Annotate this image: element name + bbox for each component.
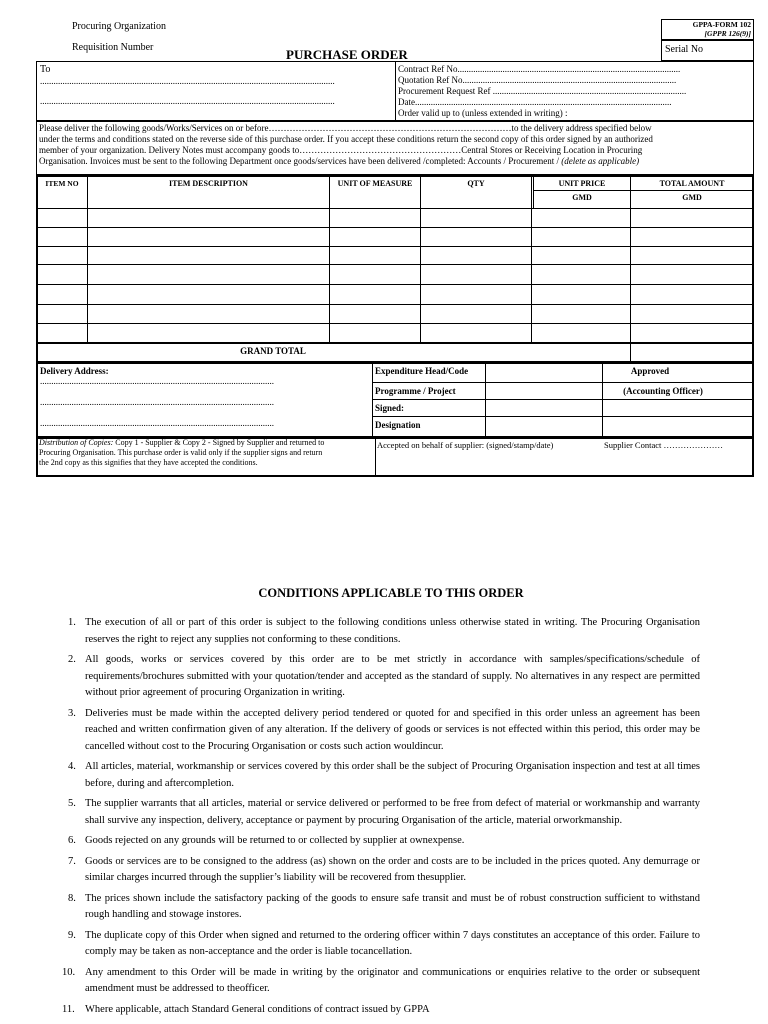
designation-label: Designation [375, 420, 421, 430]
page-title: PURCHASE ORDER [286, 47, 408, 62]
quotation-ref-field: Quotation Ref No............................................................................................... [398, 75, 677, 85]
distribution-line: Procuring Organisation. This purchase order is valid only if the supplier signs and return [39, 448, 323, 457]
to-dots-line: ................................................................................................................................... [40, 76, 335, 86]
instructions-line [39, 156, 751, 167]
expenditure-head-label: Expenditure Head/Code [375, 366, 469, 376]
total-currency: GMD [682, 193, 702, 202]
condition-item [68, 652, 700, 702]
condition-number: 1. [68, 617, 76, 628]
condition-number: 11. [62, 1003, 75, 1015]
condition-text: The duplicate copy of this Order when signed and returned to the ordering officer within 7 days constitutes an acceptance of this order. Failure to comply may be taken as non-acceptance and the order is liable tocancellation. [85, 929, 700, 957]
condition-number: 5. [68, 798, 76, 809]
items-table [36, 175, 754, 363]
condition-number: 8. [68, 892, 76, 904]
condition-text: All articles, material, workmanship or services covered by this order shall be the subject of Procuring Organisation inspection and test at all times before, during and aftercompletion. [85, 761, 700, 789]
form-reference: [GPPR 126(9)] [704, 29, 751, 38]
order-valid-field: Order valid up to (unless extended in writing) : [398, 108, 568, 118]
distribution-label: Distribution of Copies: [39, 438, 114, 447]
condition-item [68, 796, 700, 829]
condition-item [68, 706, 700, 756]
delivery-address-dots: ........................................................................................................ [40, 418, 274, 428]
accepted-supplier-label: Accepted on behalf of supplier: (signed/stamp/date) [377, 440, 554, 450]
approved-label: Approved [630, 366, 670, 376]
condition-item [68, 833, 700, 850]
condition-text: All goods, works or services covered by this order are to be met strictly in accordance with samples/specifications/schedule of requirements/brochures submitted with your quotation/tender and accepted as the standard of supply. No alternatives in any respect are permitted without prior agreement of procuring Organization in writing. [85, 654, 700, 698]
condition-item [68, 759, 700, 792]
instructions-text: Organisation. Invoices must be sent to the following Department once goods/services have been delivered /completed: Accounts / Procurement / [39, 156, 559, 166]
condition-number: 6. [68, 835, 76, 846]
condition-number: 9. [68, 929, 76, 941]
conditions-list [62, 615, 700, 1022]
condition-text: Where applicable, attach Standard General conditions of contract issued by GPPA [85, 1003, 430, 1015]
to-label: To [40, 64, 51, 75]
condition-item [62, 965, 700, 998]
conditions-title: CONDITIONS APPLICABLE TO THIS ORDER [258, 586, 524, 600]
serial-no-box [661, 40, 754, 61]
column-header-unit: UNIT OF MEASURE [337, 179, 413, 188]
instructions-line: under the terms and conditions stated on the reverse side of this purchase order. If you accept these conditions return the second copy of this order signed by an authorized [39, 134, 653, 144]
procurement-request-field: Procurement Request Ref ...................................................................................... [398, 86, 687, 96]
unit-price-currency: GMD [572, 193, 592, 202]
serial-no-label: Serial No [665, 44, 704, 55]
procuring-organization-label: Procuring Organization [72, 21, 166, 32]
instructions-note: (delete as applicable) [561, 156, 640, 166]
condition-text: Goods rejected on any grounds will be returned to or collected by supplier at ownexpense. [85, 835, 465, 846]
to-dots-line: ................................................................................................................................... [40, 96, 335, 106]
delivery-address-dots: ........................................................................................................ [40, 397, 274, 407]
accounting-officer-label: (Accounting Officer) [623, 386, 703, 396]
signed-label: Signed: [375, 403, 405, 413]
column-header-unit-price: UNIT PRICE [558, 179, 606, 188]
distribution-line: Copy 1 - Supplier & Copy 2 - Signed by Supplier and returned to [115, 438, 325, 447]
condition-item [68, 615, 700, 648]
requisition-number-label: Requisition Number [72, 42, 154, 53]
condition-item [62, 1002, 700, 1019]
date-field: Date.................................................................................................................. [398, 97, 672, 107]
distribution-text [39, 438, 373, 448]
condition-number: 10. [62, 966, 76, 978]
form-code-box [661, 19, 754, 40]
form-code: GPPA-FORM 102 [692, 20, 751, 29]
condition-text: Deliveries must be made within the accepted delivery period tendered or quoted for and specified in this order unless an agreement has been reached and written confirmation given of any alteration. If the delivery of goods or services is not effected within this period, this order may be cancelled without cost to the Procuring Organisation or costs such action wouldincur. [85, 707, 700, 752]
instructions-line: member of your organization. Delivery Notes must accompany goods to………………………………………………Central Stores or Receiving Location in Procuring [39, 145, 643, 155]
condition-text: Any amendment to this Order will be made in writing by the originator and communications or enquiries relative to the order or subsequent amendment must be addressed to theofficer. [85, 966, 700, 994]
condition-number: 2. [68, 654, 76, 665]
condition-item [68, 891, 700, 924]
delivery-address-label: Delivery Address: [40, 366, 109, 376]
condition-item [68, 854, 700, 887]
grand-total-label: GRAND TOTAL [240, 346, 306, 356]
delivery-address-dots: ........................................................................................................ [40, 376, 274, 386]
column-header-total: TOTAL AMOUNT [659, 179, 725, 188]
contract-ref-field: Contract Ref No................................................................................................... [398, 64, 681, 74]
supplier-contact-label: Supplier Contact ………………… [604, 440, 723, 450]
programme-project-label: Programme / Project [375, 386, 456, 396]
condition-text: Goods or services are to be consigned to the address (as) shown on the order and costs are to be included in the prices quoted. Any demurrage or similar charges incurred through the supplier’s liability will be recovered from thesupplier. [85, 855, 700, 883]
condition-text: The prices shown include the satisfactory packing of the goods to ensure safe transit and must be of robust construction sufficient to withstand rough handling and stowage instores. [85, 892, 700, 920]
condition-number: 7. [68, 855, 76, 867]
condition-text: The supplier warrants that all articles, material or service delivered or performed to be free from defect of material or workmanship and warranty shall survive any inspection, delivery, acceptance or payment by procuring Organisation of the article, material orworkmanship. [85, 798, 700, 826]
distribution-line: the 2nd copy as this signifies that they have accepted the conditions. [39, 458, 258, 467]
condition-text: The execution of all or part of this order is subject to the following conditions unless otherwise stated in writing. The Procuring Organisation reserves the right to reject any supplies not conforming to these conditions. [85, 617, 700, 645]
instructions-line: Please deliver the following goods/Works/Services on or before………………………………………………………………………to the delivery address specified below [39, 123, 652, 133]
condition-number: 3. [68, 707, 76, 719]
column-header-item-no: ITEM NO [45, 179, 79, 188]
condition-item [68, 928, 700, 961]
column-header-description: ITEM DESCRIPTION [169, 179, 248, 188]
column-header-qty: QTY [467, 179, 485, 188]
condition-number: 4. [68, 761, 76, 772]
